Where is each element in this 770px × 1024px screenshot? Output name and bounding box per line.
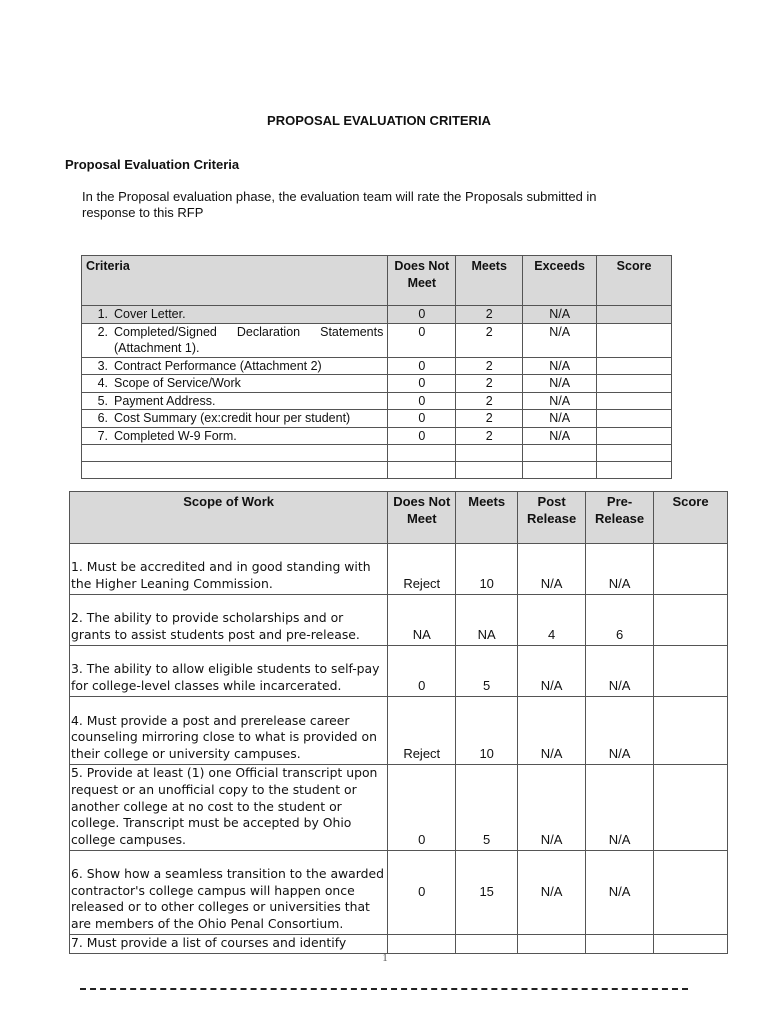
table-row bbox=[82, 392, 672, 410]
scope-item-text: 6. Show how a seamless transition to the awarded contractor's college campus will happen once released or to other colleges or universities that are members of the Ohio Penal Consortium. bbox=[70, 850, 388, 934]
meets-value: 10 bbox=[456, 697, 518, 765]
meets-value: 5 bbox=[456, 646, 518, 697]
meets-value: 2 bbox=[456, 410, 523, 428]
score-value bbox=[654, 646, 728, 697]
score-value bbox=[597, 410, 672, 428]
table-row bbox=[70, 850, 728, 934]
score-header: Score bbox=[597, 256, 672, 306]
score-value bbox=[654, 934, 728, 953]
does-not-meet-value: 0 bbox=[388, 427, 456, 445]
criteria-table bbox=[81, 255, 672, 479]
post-release-header: Post Release bbox=[518, 492, 586, 544]
scope-header: Scope of Work bbox=[70, 492, 388, 544]
scope-item-text: 1. Must be accredited and in good standing with the Higher Leaning Commission. bbox=[70, 544, 388, 595]
post-release-value: N/A bbox=[518, 544, 586, 595]
criterion-text: Payment Address. bbox=[114, 393, 216, 408]
criterion-text: Cover Letter. bbox=[114, 307, 186, 321]
criterion-text: Cost Summary (ex:credit hour per student) bbox=[114, 411, 351, 425]
row-index: 6. bbox=[97, 411, 108, 425]
meets-value: 15 bbox=[456, 850, 518, 934]
table-row bbox=[70, 646, 728, 697]
does-not-meet-value: Reject bbox=[388, 697, 456, 765]
score-value bbox=[597, 306, 672, 324]
meets-header: Meets bbox=[456, 256, 523, 306]
criterion-text: Completed W-9 Form. bbox=[114, 428, 237, 443]
score-value bbox=[597, 357, 672, 375]
table-row bbox=[82, 357, 672, 375]
does-not-meet-value: NA bbox=[388, 595, 456, 646]
does-not-meet-header: Does Not Meet bbox=[388, 492, 456, 544]
pre-release-value: N/A bbox=[586, 544, 654, 595]
post-release-value: 4 bbox=[518, 595, 586, 646]
table-row bbox=[82, 427, 672, 445]
meets-value: 2 bbox=[456, 357, 523, 375]
score-value bbox=[597, 392, 672, 410]
does-not-meet-value: Reject bbox=[388, 544, 456, 595]
does-not-meet-value: 0 bbox=[388, 375, 456, 393]
table-row bbox=[82, 323, 672, 357]
row-index: 2. bbox=[97, 324, 108, 339]
scope-item-text: 7. Must provide a list of courses and identify bbox=[70, 934, 388, 953]
pre-release-header: Pre-Release bbox=[586, 492, 654, 544]
meets-value: 10 bbox=[456, 544, 518, 595]
does-not-meet-value: 0 bbox=[388, 765, 456, 851]
score-value bbox=[654, 765, 728, 851]
score-value bbox=[654, 544, 728, 595]
does-not-meet-value: 0 bbox=[388, 850, 456, 934]
exceeds-value: N/A bbox=[523, 357, 597, 375]
pre-release-value bbox=[586, 934, 654, 953]
does-not-meet-value: 0 bbox=[388, 646, 456, 697]
score-value bbox=[597, 375, 672, 393]
table-row bbox=[70, 697, 728, 765]
table-row bbox=[70, 765, 728, 851]
post-release-value: N/A bbox=[518, 646, 586, 697]
row-index: 5. bbox=[97, 393, 108, 408]
does-not-meet-header: Does Not Meet bbox=[388, 256, 456, 306]
section-heading: Proposal Evaluation Criteria bbox=[65, 157, 240, 172]
table-row bbox=[70, 595, 728, 646]
meets-value: NA bbox=[456, 595, 518, 646]
does-not-meet-value: 0 bbox=[388, 392, 456, 410]
meets-value bbox=[456, 934, 518, 953]
exceeds-header: Exceeds bbox=[523, 256, 597, 306]
exceeds-value: N/A bbox=[523, 375, 597, 393]
meets-value: 2 bbox=[456, 427, 523, 445]
does-not-meet-value bbox=[388, 934, 456, 953]
does-not-meet-value: 0 bbox=[388, 357, 456, 375]
table-row bbox=[70, 934, 728, 953]
meets-value: 2 bbox=[456, 392, 523, 410]
exceeds-value: N/A bbox=[523, 306, 597, 324]
intro-paragraph: In the Proposal evaluation phase, the evaluation team will rate the Proposals submitted in response to this RFP bbox=[82, 189, 597, 220]
row-index: 1. bbox=[97, 307, 108, 321]
criterion-text: Scope of Service/Work bbox=[114, 376, 241, 390]
criterion-text: Completed/Signed Declaration Statements (Attachment 1). bbox=[114, 324, 384, 355]
meets-header: Meets bbox=[456, 492, 518, 544]
scope-item-text: 4. Must provide a post and prerelease career counseling mirroring close to what is provided on their college or university campuses. bbox=[70, 697, 388, 765]
does-not-meet-value: 0 bbox=[388, 410, 456, 428]
scope-item-text: 2. The ability to provide scholarships and or grants to assist students post and pre-release. bbox=[70, 595, 388, 646]
exceeds-value: N/A bbox=[523, 323, 597, 357]
row-index: 4. bbox=[97, 376, 108, 390]
meets-value: 5 bbox=[456, 765, 518, 851]
exceeds-value: N/A bbox=[523, 427, 597, 445]
score-header: Score bbox=[654, 492, 728, 544]
score-value bbox=[597, 427, 672, 445]
criteria-header: Criteria bbox=[82, 256, 388, 306]
score-value bbox=[654, 697, 728, 765]
score-value bbox=[654, 850, 728, 934]
pre-release-value: N/A bbox=[586, 850, 654, 934]
pre-release-value: N/A bbox=[586, 646, 654, 697]
post-release-value: N/A bbox=[518, 850, 586, 934]
criteria-rows bbox=[82, 306, 672, 479]
meets-value: 2 bbox=[456, 306, 523, 324]
pre-release-value: N/A bbox=[586, 765, 654, 851]
table-row bbox=[70, 544, 728, 595]
post-release-value bbox=[518, 934, 586, 953]
row-index: 3. bbox=[97, 358, 108, 373]
scope-of-work-table bbox=[69, 491, 728, 954]
pre-release-value: 6 bbox=[586, 595, 654, 646]
meets-value: 2 bbox=[456, 375, 523, 393]
exceeds-value: N/A bbox=[523, 392, 597, 410]
row-index: 7. bbox=[97, 428, 108, 443]
table-row bbox=[82, 375, 672, 393]
score-value bbox=[654, 595, 728, 646]
criterion-text: Contract Performance (Attachment 2) bbox=[114, 358, 322, 373]
empty-row bbox=[82, 462, 672, 479]
table-row bbox=[82, 410, 672, 428]
empty-row bbox=[82, 445, 672, 462]
exceeds-value: N/A bbox=[523, 410, 597, 428]
scope-rows bbox=[70, 544, 728, 954]
table-row bbox=[82, 306, 672, 324]
scope-item-text: 5. Provide at least (1) one Official transcript upon request or an unofficial copy to the student or another college at no cost to the student or college. Transcript must be accepted by Ohio college campuses. bbox=[70, 765, 388, 851]
meets-value: 2 bbox=[456, 323, 523, 357]
document-title: PROPOSAL EVALUATION CRITERIA bbox=[267, 113, 491, 128]
scope-item-text: 3. The ability to allow eligible students to self-pay for college-level classes while incarcerated. bbox=[70, 646, 388, 697]
score-value bbox=[597, 323, 672, 357]
footer-divider bbox=[80, 988, 688, 990]
does-not-meet-value: 0 bbox=[388, 323, 456, 357]
page-number: 1 bbox=[382, 952, 388, 964]
post-release-value: N/A bbox=[518, 697, 586, 765]
post-release-value: N/A bbox=[518, 765, 586, 851]
does-not-meet-value: 0 bbox=[388, 306, 456, 324]
pre-release-value: N/A bbox=[586, 697, 654, 765]
